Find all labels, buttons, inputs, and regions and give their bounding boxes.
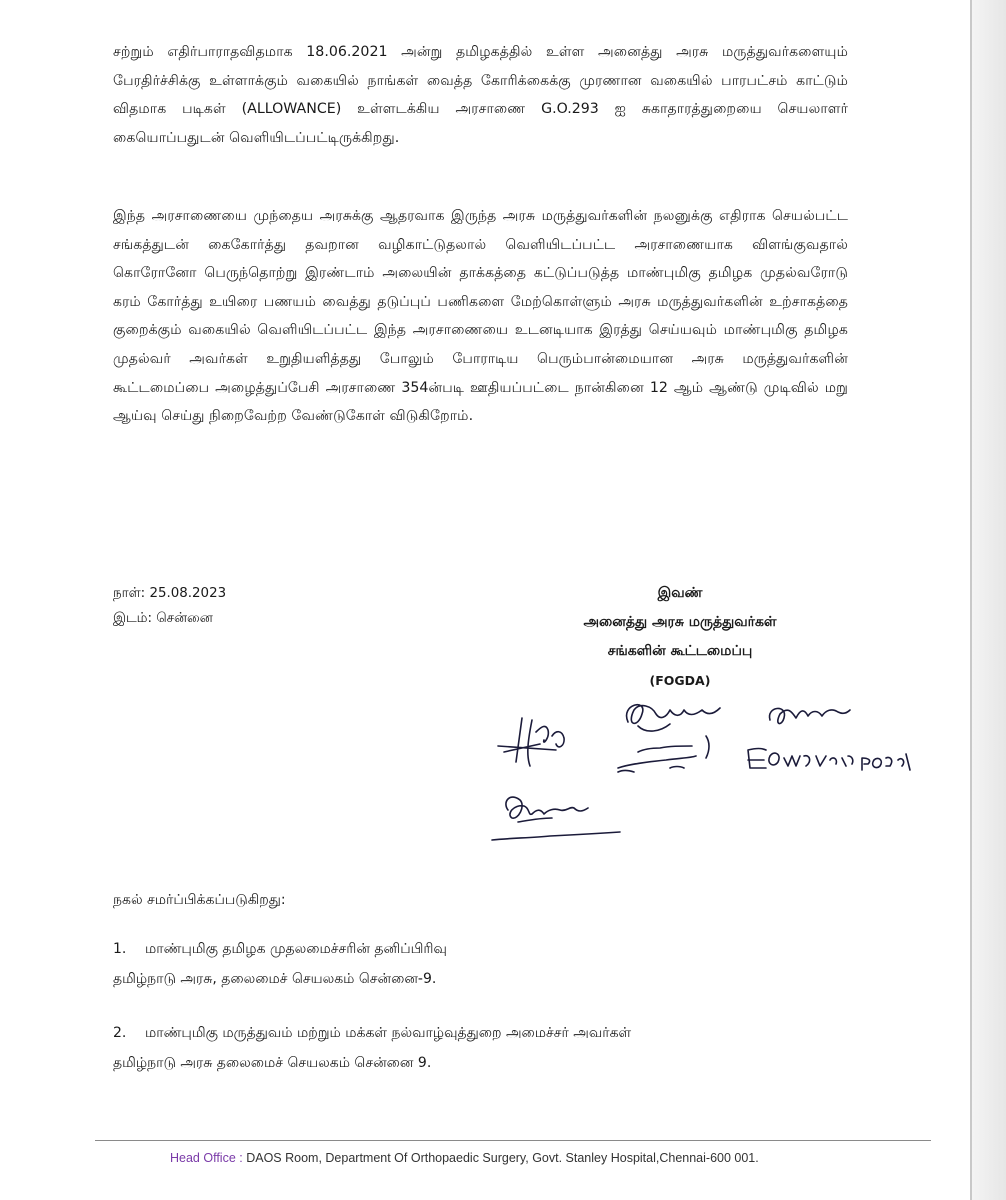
footer-label: Head Office : xyxy=(170,1151,243,1165)
signatory-line-2: அனைத்து அரசு மருத்துவர்கள் xyxy=(583,614,777,630)
copy-item-2-number: 2. xyxy=(113,1025,127,1041)
copy-item-2-line-a: மாண்புமிகு மருத்துவம் மற்றும் மக்கள் நல்வாழ்வுத்துறை அமைச்சர் அவர்கள் xyxy=(145,1025,632,1041)
copy-item-1-line-a: மாண்புமிகு தமிழக முதலமைச்சரின் தனிப்பிரிவு xyxy=(145,941,447,957)
footer-text: DAOS Room, Department Of Orthopaedic Surgery, Govt. Stanley Hospital,Chennai-600 001. xyxy=(242,1151,759,1165)
letter-date: நாள்: 25.08.2023 xyxy=(113,586,227,601)
copy-heading: நகல் சமர்ப்பிக்கப்படுகிறது: xyxy=(113,892,286,908)
copy-item-2-line-b: தமிழ்நாடு அரசு தலைமைச் செயலகம் சென்னை 9. xyxy=(113,1055,432,1071)
copy-item-2 xyxy=(113,1018,848,1078)
handwritten-signatures xyxy=(470,680,930,870)
letter-place: இடம்: சென்னை xyxy=(113,611,213,626)
body-paragraph-1: சற்றும் எதிர்பாராதவிதமாக 18.06.2021 அன்று தமிழகத்தில் உள்ள அனைத்து அரசு மருத்துவர்களையும் பேரதிர்ச்சிக்கு உள்ளாக்கும் வகையில் நாங்கள் வைத்த கோரிக்கைக்கு முரணான வகையில் பாரபட்சம் காட்டும் விதமாக படிகள் (ALLOWANCE) உள்ளடக்கிய அரசாணை G.O.293 ஐ சுகாதாரத்துறையை செயலாளர் கையொப்பதுடன் வெளியிடப்பட்டிருக்கிறது. xyxy=(113,44,848,146)
footer-divider xyxy=(95,1140,931,1141)
copy-item-1 xyxy=(113,934,848,994)
signatory-org-abbrev: (FOGDA) xyxy=(649,673,711,688)
body-paragraph-2: இந்த அரசாணையை முந்தைய அரசுக்கு ஆதரவாக இருந்த அரசு மருத்துவர்களின் நலனுக்கு எதிராக செயல்பட்ட சங்கத்துடன் கைகோர்த்து தவறான வழிகாட்டுதலால் வெளியிடப்பட்ட அரசாணையாக விளங்குவதால் கொரோனோ பெருந்தொற்று இரண்டாம் அலையின் தாக்கத்தை கட்டுப்படுத்த மாண்புமிகு தமிழக முதல்வரோடு கரம் கோர்த்து உயிரை பணயம் வைத்து தடுப்புப் பணிகளை மேற்கொள்ளும் அரசு மருத்துவர்களின் உற்சாகத்தை குறைக்கும் வகையில் வெளியிடப்பட்ட இந்த அரசாணையை உடனடியாக இரத்து செய்யவும் மாண்புமிகு தமிழக முதல்வர் அவர்கள் உறுதியளித்தது போலும் போராடிய பெரும்பான்மையான அரசு மருத்துவர்களின் கூட்டமைப்பை அழைத்துப்பேசி அரசாணை 354ன்படி ஊதியப்பட்டை நான்கினை 12 ஆம் ஆண்டு முடிவில் மறு ஆய்வு செய்து நிறைவேற்ற வேண்டுகோள் விடுகிறோம். xyxy=(113,208,848,425)
signatory-line-1: இவண் xyxy=(657,585,703,601)
copy-item-1-number: 1. xyxy=(113,941,127,957)
signatory-line-3: சங்களின் கூட்டமைப்பு xyxy=(607,643,753,659)
scan-edge xyxy=(972,0,1006,1200)
footer-address xyxy=(170,1151,759,1165)
copy-item-1-line-b: தமிழ்நாடு அரசு, தலைமைச் செயலகம் சென்னை-9. xyxy=(113,971,437,987)
